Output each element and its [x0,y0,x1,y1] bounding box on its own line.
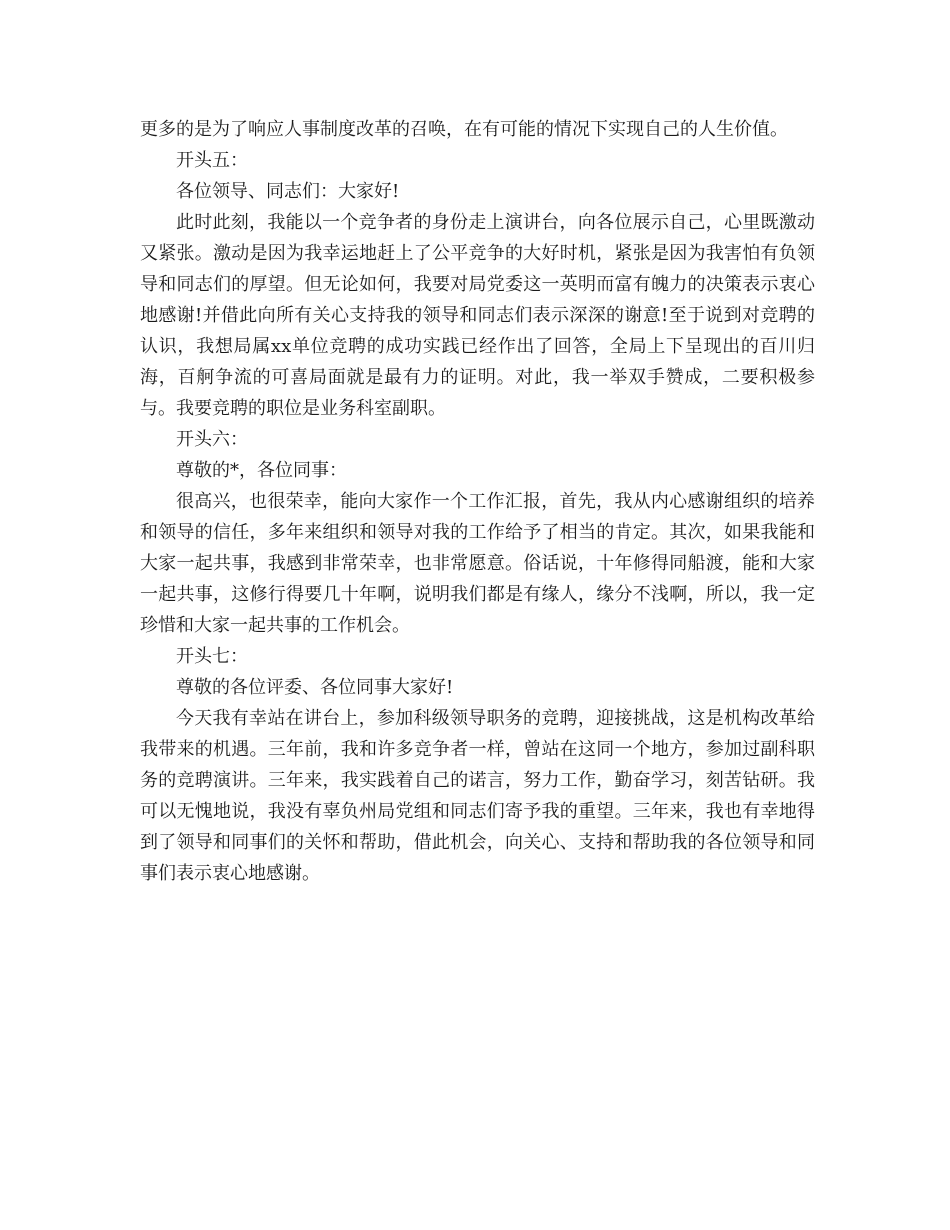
section-heading-opening-7: 开头七： [176,646,248,667]
salutation-6: 尊敬的*，各位同事： [176,460,347,481]
salutation-7: 尊敬的各位评委、各位同事大家好! [176,677,454,698]
section-heading-opening-6: 开头六： [176,429,248,450]
body-paragraph-6: 很高兴，也很荣幸，能向大家作一个工作汇报，首先，我从内心感谢组织的培养和领导的信任，多年来组织和领导对我的工作给予了相当的肯定。其次，如果我能和大家一起共事，我感到非常荣幸，也非常愿意。俗话说，十年修得同船渡，能和大家一起共事，这修行得要几十年啊，说明我们都是有缘人，缘分不浅啊，所以，我一定珍惜和大家一起共事的工作机会。 [140,491,815,636]
body-paragraph-7: 今天我有幸站在讲台上，参加科级领导职务的竞聘，迎接挑战，这是机构改革给我带来的机遇。三年前，我和许多竞争者一样，曾站在这同一个地方，参加过副科职务的竞聘演讲。三年来，我实践着自己的诺言，努力工作，勤奋学习，刻苦钻研。我可以无愧地说，我没有辜负州局党组和同志们寄予我的重望。三年来，我也有幸地得到了领导和同事们的关怀和帮助，借此机会，向关心、支持和帮助我的各位领导和同事们表示衷心地感谢。 [140,708,815,884]
document-body [140,114,815,889]
paragraph-continuation: 更多的是为了响应人事制度改革的召唤，在有可能的情况下实现自己的人生价值。 [140,119,788,140]
salutation-5: 各位领导、同志们：大家好! [176,181,400,202]
body-paragraph-5: 此时此刻，我能以一个竞争者的身份走上演讲台，向各位展示自己，心里既激动又紧张。激动是因为我幸运地赶上了公平竞争的大好时机，紧张是因为我害怕有负领导和同志们的厚望。但无论如何，我要对局党委这一英明而富有魄力的决策表示衷心地感谢!并借此向所有关心支持我的领导和同志们表示深深的谢意!至于说到对竞聘的认识，我想局属xx单位竞聘的成功实践已经作出了回答，全局上下呈现出的百川归海，百舸争流的可喜局面就是最有力的证明。对此，我一举双手赞成，二要积极参与。我要竞聘的职位是业务科室副职。 [140,212,815,419]
section-heading-opening-5: 开头五： [176,150,248,171]
